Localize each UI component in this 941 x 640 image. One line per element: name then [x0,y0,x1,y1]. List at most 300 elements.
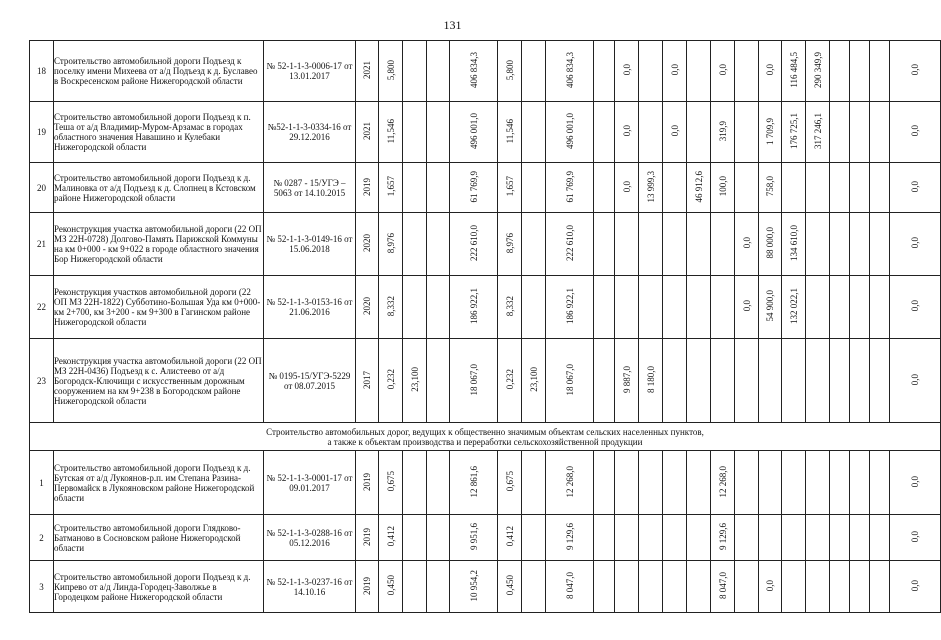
value-cell [403,451,427,515]
value-cell [594,515,615,561]
value-cell [830,276,850,339]
value-cell [782,213,806,276]
table-body-b [30,451,941,613]
cell-value: 0,412 [504,526,515,547]
value-cell [379,561,403,613]
value-cell [450,339,498,423]
value-cell [356,41,379,102]
table-row [30,102,941,163]
value-cell [379,451,403,515]
value-cell [522,213,546,276]
value-cell [450,561,498,613]
value-cell [806,213,830,276]
cell-value: 46 912,6 [693,170,704,203]
cell-value: 9 887,0 [621,366,632,393]
value-cell [735,276,759,339]
expertise-doc-cell: №52-1-1-3-0334-16 от 29.12.2016 [264,102,356,163]
value-cell [522,339,546,423]
cell-value: 54 900,0 [765,290,775,322]
value-cell [830,339,850,423]
cell-value: 0,0 [910,64,920,76]
value-cell [427,163,450,213]
value-cell [450,276,498,339]
value-cell [663,515,687,561]
value-cell [450,102,498,163]
value-cell [663,561,687,613]
value-cell [546,339,594,423]
cell-value: 11,546 [385,118,396,144]
value-cell [522,451,546,515]
value-cell [711,561,735,613]
value-cell [759,102,782,163]
cell-value: 1,657 [385,176,396,197]
cell-value: 12 268,0 [717,465,728,498]
cell-value: 0,0 [910,237,920,249]
cell-value: 23,100 [528,367,539,392]
row-number-cell: 20 [30,163,54,213]
value-cell [356,451,379,515]
value-cell [687,276,711,339]
cell-value: 186 922,1 [564,288,575,324]
value-cell [356,276,379,339]
value-cell [639,561,663,613]
value-cell [498,41,522,102]
object-name-cell: Строительство автомобильной дороги Подъезд к д. Малиновка от а/д Подъезд к д. Слопнец в Кстовском районе Нижегородской области [54,163,264,213]
value-cell [806,451,830,515]
value-cell [546,163,594,213]
value-cell [830,515,850,561]
cell-value: 0,0 [765,579,775,592]
value-cell [782,515,806,561]
value-cell [594,213,615,276]
value-cell [687,515,711,561]
section-heading-line-2: а также к объектам производства и переработки сельскохозяйственной продукции [327,436,643,447]
value-cell [711,213,735,276]
table-row [30,451,941,515]
cell-value: 0,232 [385,369,396,390]
value-cell [498,163,522,213]
value-cell [427,339,450,423]
table-row [30,339,941,423]
cell-value: 2019 [362,177,372,196]
value-cell [782,339,806,423]
value-cell [615,41,639,102]
value-cell [870,515,890,561]
value-cell [450,213,498,276]
expertise-doc-cell: № 52-1-1-3-0006-17 от 13.01.2017 [264,41,356,102]
cell-value: 222 610,0 [564,225,575,261]
value-cell [759,515,782,561]
value-cell [850,213,870,276]
cell-value: 134 610,0 [788,225,799,261]
value-cell [546,41,594,102]
value-cell [639,102,663,163]
expertise-doc-cell: № 52-1-1-3-0149-16 от 15.06.2018 [264,213,356,276]
row-number-cell: 3 [30,561,54,613]
value-cell [782,163,806,213]
value-cell [850,276,870,339]
value-cell [850,339,870,423]
cell-value: 13 999,3 [645,170,656,203]
value-cell [890,515,941,561]
value-cell [687,451,711,515]
value-cell [403,102,427,163]
value-cell [687,213,711,276]
cell-value: 2021 [362,122,372,140]
cell-value: 2020 [362,297,372,315]
value-cell [735,213,759,276]
value-cell [890,102,941,163]
expertise-doc-cell: № 52-1-1-3-0153-16 от 21.06.2016 [264,276,356,339]
value-cell [594,276,615,339]
cell-value: 406 834,3 [468,52,479,88]
cell-value: 2020 [362,234,372,252]
value-cell [806,561,830,613]
cell-value: 758,0 [765,176,775,197]
cell-value: 317 246,1 [812,113,823,149]
value-cell [663,163,687,213]
cell-value: 5,800 [504,59,515,81]
value-cell [759,451,782,515]
value-cell [546,451,594,515]
value-cell [403,213,427,276]
table-row [30,213,941,276]
object-name-cell: Строительство автомобильной дороги Глядково-Батманово в Сосновском районе Нижегородской области [54,515,264,561]
expertise-doc-cell: № 0287 - 15/УГЭ – 5063 от 14.10.2015 [264,163,356,213]
cell-value: 2019 [362,576,372,595]
section-heading-row [30,423,941,451]
value-cell [615,276,639,339]
value-cell [687,339,711,423]
cell-value: 0,232 [504,369,515,390]
object-name-cell: Реконструкция участка автомобильной дороги (22 ОП МЗ 22Н-0436) Подъезд к с. Алистеево от а/д Богородск-Ключищи с искусственным дорожным сооружением на км 9+238 в Богородском районе Нижегородской области [54,339,264,423]
value-cell [427,561,450,613]
value-cell [759,276,782,339]
value-cell [735,102,759,163]
section-heading [30,423,941,451]
cell-value: 88 000,0 [765,227,775,259]
value-cell [890,561,941,613]
value-cell [830,163,850,213]
cell-value: 0,0 [910,373,920,386]
cell-value: 0,0 [621,180,632,193]
value-cell [870,561,890,613]
value-cell [379,41,403,102]
value-cell [403,515,427,561]
cell-value: 0,0 [910,125,920,137]
value-cell [830,451,850,515]
value-cell [850,515,870,561]
value-cell [639,276,663,339]
value-cell [594,451,615,515]
value-cell [759,163,782,213]
value-cell [782,561,806,613]
cell-value: 319,9 [717,120,728,142]
value-cell [890,276,941,339]
value-cell [870,276,890,339]
cell-value: 0,450 [504,575,515,596]
value-cell [594,102,615,163]
value-cell [522,515,546,561]
value-cell [615,561,639,613]
value-cell [639,41,663,102]
cell-value: 18 067,0 [564,363,575,396]
section-heading-body [30,423,941,451]
value-cell [615,515,639,561]
cell-value: 0,0 [910,475,920,488]
value-cell [890,213,941,276]
value-cell [782,41,806,102]
value-cell [594,41,615,102]
cell-value: 8 047,0 [717,572,728,599]
cell-value: 11,546 [504,118,515,144]
cell-value: 0,0 [741,300,752,312]
cell-value: 0,0 [910,180,920,193]
expertise-doc-cell: № 0195-15/УГЭ-5229 от 08.07.2015 [264,339,356,423]
value-cell [615,339,639,423]
value-cell [890,451,941,515]
cell-value: 61 769,9 [468,170,479,203]
cell-value: 8,332 [504,295,515,317]
value-cell [806,102,830,163]
cell-value: 0,0 [717,64,728,76]
value-cell [830,561,850,613]
cell-value: 0,0 [910,530,920,543]
cell-value: 9 129,6 [717,523,728,550]
value-cell [427,276,450,339]
value-cell [759,339,782,423]
cell-value: 18 067,0 [468,363,479,396]
value-cell [522,102,546,163]
value-cell [450,515,498,561]
cell-value: 0,412 [385,526,396,547]
value-cell [403,41,427,102]
value-cell [870,339,890,423]
value-cell [782,102,806,163]
value-cell [806,41,830,102]
table-row [30,276,941,339]
value-cell [498,213,522,276]
cell-value: 0,0 [621,64,632,76]
value-cell [782,451,806,515]
value-cell [356,515,379,561]
value-cell [639,213,663,276]
cell-value: 0,0 [669,125,680,137]
cell-value: 0,450 [385,575,396,596]
value-cell [711,41,735,102]
value-cell [850,41,870,102]
value-cell [379,276,403,339]
object-name-cell: Строительство автомобильной дороги Подъезд к п. Теша от а/д Владимир-Муром-Арзамас в городах областного значения Навашино и Кулебаки Нижегородской области [54,102,264,163]
value-cell [522,276,546,339]
cell-value: 496 001,0 [468,113,479,149]
cell-value: 12 861,6 [468,465,479,498]
table-row [30,41,941,102]
cell-value: 2019 [362,472,372,491]
value-cell [427,102,450,163]
value-cell [687,561,711,613]
value-cell [711,276,735,339]
value-cell [663,213,687,276]
value-cell [663,41,687,102]
cell-value: 0,0 [621,125,632,137]
value-cell [870,163,890,213]
value-cell [356,561,379,613]
value-cell [403,163,427,213]
value-cell [498,276,522,339]
value-cell [687,163,711,213]
value-cell [522,41,546,102]
cell-value: 406 834,3 [564,52,575,88]
value-cell [890,163,941,213]
table-row [30,561,941,613]
value-cell [806,515,830,561]
value-cell [379,515,403,561]
cell-value: 12 268,0 [564,465,575,498]
value-cell [356,213,379,276]
value-cell [663,276,687,339]
value-cell [594,339,615,423]
cell-value: 0,0 [765,64,775,76]
value-cell [546,561,594,613]
value-cell [663,339,687,423]
value-cell [830,41,850,102]
value-cell [850,102,870,163]
table-row [30,515,941,561]
value-cell [735,339,759,423]
cell-value: 8 047,0 [564,572,575,599]
value-cell [379,339,403,423]
row-number-cell: 23 [30,339,54,423]
cell-value: 496 001,0 [564,113,575,149]
value-cell [403,339,427,423]
value-cell [850,451,870,515]
value-cell [403,561,427,613]
value-cell [663,451,687,515]
value-cell [759,213,782,276]
expertise-doc-cell: № 52-1-1-3-0288-16 от 05.12.2016 [264,515,356,561]
value-cell [427,515,450,561]
value-cell [427,213,450,276]
object-name-cell: Строительство автомобильной дороги Подъезд к д. Бутская от а/д Лукоянов-р.п. им Степана Разина-Первомайск в Лукояновском районе Нижегородской области [54,451,264,515]
cell-value: 0,675 [504,471,515,492]
row-number-cell: 2 [30,515,54,561]
value-cell [546,515,594,561]
value-cell [735,163,759,213]
table-body-a [30,41,941,423]
value-cell [615,451,639,515]
value-cell [850,163,870,213]
cell-value: 8,332 [385,295,396,317]
value-cell [546,102,594,163]
value-cell [735,41,759,102]
value-cell [711,515,735,561]
expertise-doc-cell: № 52-1-1-3-0237-16 от 14.10.16 [264,561,356,613]
value-cell [379,213,403,276]
value-cell [806,339,830,423]
value-cell [498,451,522,515]
value-cell [890,41,941,102]
value-cell [735,515,759,561]
value-cell [427,41,450,102]
value-cell [379,163,403,213]
cell-value: 8,976 [385,232,396,254]
value-cell [735,451,759,515]
table-row [30,163,941,213]
value-cell [379,102,403,163]
value-cell [870,41,890,102]
cell-value: 8,976 [504,232,515,254]
value-cell [498,102,522,163]
value-cell [615,213,639,276]
expertise-doc-cell: № 52-1-1-3-0001-17 от 09.01.2017 [264,451,356,515]
value-cell [403,276,427,339]
page-number: 131 [443,18,462,32]
investment-projects-table [29,40,941,613]
row-number-cell: 19 [30,102,54,163]
value-cell [498,515,522,561]
value-cell [850,561,870,613]
cell-value: 0,675 [385,471,396,492]
value-cell [663,102,687,163]
cell-value: 2019 [362,527,372,546]
value-cell [450,41,498,102]
value-cell [830,213,850,276]
value-cell [830,102,850,163]
cell-value: 23,100 [409,367,420,392]
value-cell [687,41,711,102]
object-name-cell: Реконструкция участков автомобильной дороги (22 ОП МЗ 22Н-1822) Субботино-Большая Уда км 0+000- км 2+700, км 3+200 - км 9+300 в Гагинском районе Нижегородской области [54,276,264,339]
cell-value: 132 022,1 [788,288,799,324]
section-heading-line-1: Строительство автомобильных дорог, ведущих к общественно значимым объектам сельских населенных пунктов, [266,426,704,437]
cell-value: 0,0 [669,64,680,76]
value-cell [615,163,639,213]
cell-value: 5,800 [385,59,396,81]
value-cell [450,163,498,213]
value-cell [356,339,379,423]
value-cell [522,163,546,213]
value-cell [594,561,615,613]
cell-value: 8 180,0 [645,366,656,393]
cell-value: 0,0 [741,237,752,249]
value-cell [639,515,663,561]
cell-value: 100,0 [717,176,728,197]
value-cell [639,451,663,515]
row-number-cell: 1 [30,451,54,515]
cell-value: 10 954,2 [468,569,479,602]
cell-value: 186 922,1 [468,288,479,324]
value-cell [522,561,546,613]
value-cell [782,276,806,339]
value-cell [870,102,890,163]
value-cell [594,163,615,213]
cell-value: 0,0 [910,300,920,312]
value-cell [498,561,522,613]
value-cell [806,276,830,339]
row-number-cell: 21 [30,213,54,276]
cell-value: 9 129,6 [564,523,575,550]
value-cell [615,102,639,163]
cell-value: 176 725,1 [788,113,799,149]
value-cell [639,339,663,423]
value-cell [687,102,711,163]
cell-value: 0,0 [910,579,920,592]
value-cell [450,451,498,515]
row-number-cell: 22 [30,276,54,339]
value-cell [356,102,379,163]
value-cell [711,339,735,423]
object-name-cell: Строительство автомобильной дороги Подъезд к д. Кипрево от а/д Линда-Городец-Заволжье в Городецком районе Нижегородской области [54,561,264,613]
